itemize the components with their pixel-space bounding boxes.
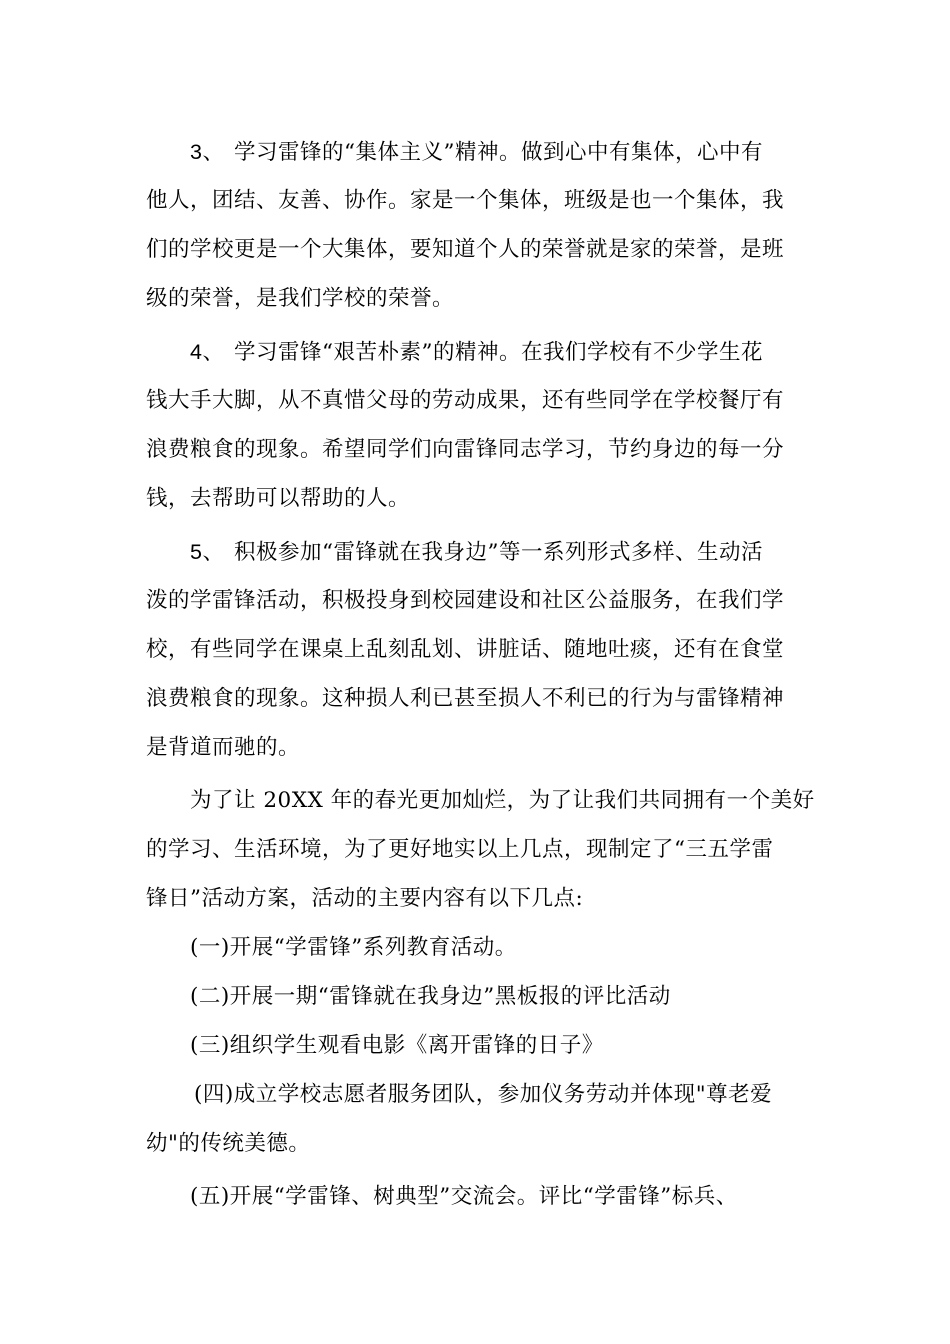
line-text: 积极参加“雷锋就在我身边”等一系列形式多样、生动活	[234, 540, 763, 565]
paragraph-4-line-3: 浪费粮食的现象。希望同学们向雷锋同志学习，节约身边的每一分	[146, 437, 785, 462]
paragraph-5-line-1	[190, 538, 763, 567]
activity-item-3: (三)组织学生观看电影《离开雷锋的日子》	[190, 1033, 604, 1058]
activity-item-2: (二)开展一期“雷锋就在我身边”黑板报的评比活动	[190, 984, 671, 1009]
activity-item-1: (一)开展“学雷锋”系列教育活动。	[190, 935, 517, 960]
paragraph-3-line-4: 级的荣誉，是我们学校的荣誉。	[146, 286, 455, 311]
paragraph-5-line-5: 是背道而驰的。	[146, 735, 301, 760]
activity-item-4-line-2: 幼"的传统美德。	[146, 1131, 311, 1156]
paragraph-5-line-2: 泼的学雷锋活动，积极投身到校园建设和社区公益服务，在我们学	[146, 588, 785, 613]
plan-intro-line-1: 为了让 20XX 年的春光更加灿烂，为了让我们共同拥有一个美好	[190, 788, 815, 813]
paragraph-4-line-2: 钱大手大脚，从不真惜父母的劳动成果，还有些同学在学校餐厅有	[146, 388, 785, 413]
plan-intro-line-2: 的学习、生活环境，为了更好地实以上几点，现制定了“三五学雷	[146, 837, 774, 862]
activity-item-5-line-1: (五)开展“学雷锋、树典型”交流会。评比“学雷锋”标兵、	[190, 1184, 738, 1209]
line-text: 学习雷锋“艰苦朴素”的精神。在我们学校有不少学生花	[234, 340, 763, 365]
item-number: 5、	[190, 540, 225, 564]
paragraph-4-line-4: 钱，去帮助可以帮助的人。	[146, 486, 411, 511]
paragraph-5-line-4: 浪费粮食的现象。这种损人利已甚至损人不利已的行为与雷锋精神	[146, 686, 785, 711]
item-number: 3、	[190, 140, 225, 164]
paragraph-3-line-1	[190, 138, 763, 167]
paragraph-5-line-3: 校，有些同学在课桌上乱刻乱划、讲脏话、随地吐痰，还有在食堂	[146, 637, 785, 662]
plan-intro-line-3: 锋日”活动方案，活动的主要内容有以下几点:	[146, 886, 584, 911]
activity-item-4-line-1: (四)成立学校志愿者服务团队，参加仪务劳动并体现"尊老爱	[194, 1082, 773, 1107]
item-number: 4、	[190, 340, 225, 364]
paragraph-3-line-3: 们的学校更是一个大集体，要知道个人的荣誉就是家的荣誉，是班	[146, 237, 785, 262]
paragraph-3-line-2: 他人，团结、友善、协作。家是一个集体，班级是也一个集体，我	[146, 188, 785, 213]
line-text: 学习雷锋的“集体主义”精神。做到心中有集体，心中有	[234, 140, 763, 165]
paragraph-4-line-1	[190, 338, 763, 367]
